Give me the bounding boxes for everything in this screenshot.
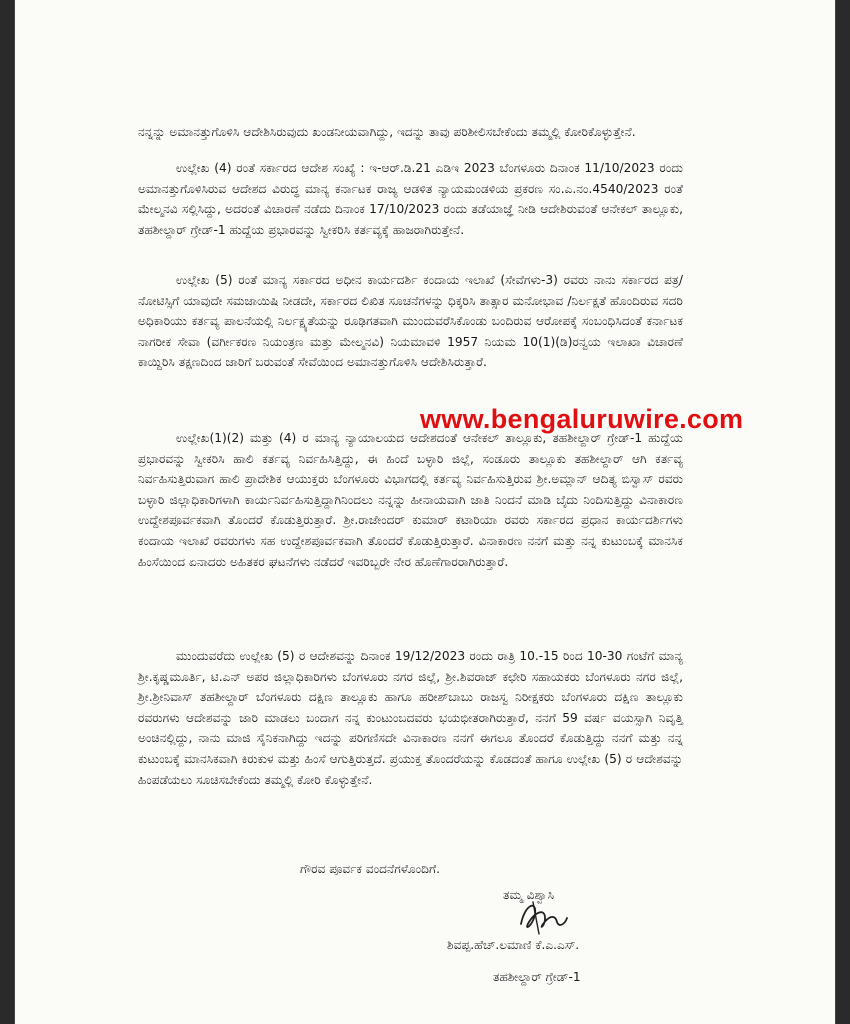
paragraph-3: ಉಲ್ಲೇಖ (5) ರಂತೆ ಮಾನ್ಯ ಸರ್ಕಾರದ ಅಧೀನ ಕಾರ್ಯದರ್ಶಿ ಕಂದಾಯ ಇಲಾಖೆ (ಸೇವೆಗಳು-3) ರವರು ನಾನು ಸರ್ಕಾರದ ಪತ್ರ/ ನೋಟಿಸ್ಸಿಗೆ ಯಾವುದೇ ಸಮಜಾಯಿಷಿ ನೀಡದೇ, ಸರ್ಕಾರದ ಲಿಖಿತ ಸೂಚನೆಗಳನ್ನು ಧಿಕ್ಕರಿಸಿ ತಾತ್ಸಾರ ಮನೋಭಾವ /ನಿರ್ಲಕ್ಷತೆ ಹೊಂದಿರುವ ಸದರಿ ಅಧಿಕಾರಿಯು ಕರ್ತವ್ಯ ಪಾಲನೆಯಲ್ಲಿ ನಿರ್ಲಕ್ಷ್ಯತೆಯನ್ನು ರೂಢಿಗತವಾಗಿ ಮುಂದುವರೆಸಿಕೊಂಡು ಬಂದಿರುವ ಆರೋಪಕ್ಕೆ ಸಂಬಂಧಿಸಿದಂತೆ ಕರ್ನಾಟಕ ನಾಗರೀಕ ಸೇವಾ (ವರ್ಗೀಕರಣ ನಿಯಂತ್ರಣ ಮತ್ತು ಮೇಲ್ಮನವಿ) ನಿಯಮಾವಳಿ 1957 ನಿಯಮ 10(1)(ಡಿ)ರನ್ವಯ ಇಲಾಖಾ ವಿಚಾರಣೆ ಕಾಯ್ದಿರಿಸಿ ತಕ್ಷಣದಿಂದ ಜಾರಿಗೆ ಬರುವಂತೆ ಸೇವೆಯಿಂದ ಅಮಾನತ್ತುಗೊಳಿಸಿ ಆದೇಶಿಸಿರುತ್ತಾರೆ. bbox=[138, 273, 683, 370]
document-page bbox=[15, 0, 835, 1024]
paragraph-5: ಮುಂದುವರೆದು ಉಲ್ಲೇಖ (5) ರ ಆದೇಶವನ್ನು ದಿನಾಂಕ 19/12/2023 ರಂದು ರಾತ್ರಿ 10.-15 ರಿಂದ 10-30 ಗಂಟೆಗೆ ಮಾನ್ಯ ಶ್ರೀ.ಕೃಷ್ಣಮೂರ್ತಿ, ಟಿ.ಎನ್ ಅಪರ ಜಿಲ್ಲಾಧಿಕಾರಿಗಳು ಬೆಂಗಳೂರು ನಗರ ಜಿಲ್ಲೆ, ಶ್ರೀ.ಶಿವರಾಜ್ ಕಛೇರಿ ಸಹಾಯಕರು ಬೆಂಗಳೂರು ನಗರ ಜಿಲ್ಲೆ, ಶ್ರೀ.ಶ್ರೀನಿವಾಸ್ ತಹಶೀಲ್ದಾರ್ ಬೆಂಗಳೂರು ದಕ್ಷಿಣ ತಾಲ್ಲೂಕು ಹಾಗೂ ಹರೀಶ್‌ಬಾಬು ರಾಜಸ್ವ ನಿರೀಕ್ಷಕರು ಬೆಂಗಳೂರು ದಕ್ಷಿಣ ತಾಲ್ಲೂಕು ರವರುಗಳು ಆದೇಶವನ್ನು ಜಾರಿ ಮಾಡಲು ಬಂದಾಗ ನನ್ನ ಕುಂಟುಂಬದವರು ಭಯಭೀತರಾಗಿರುತ್ತಾರೆ, ನನಗೆ 59 ವರ್ಷ ವಯಸ್ಸಾಗಿ ನಿವೃತ್ತಿ ಅಂಚಿನಲ್ಲಿದ್ದು, ನಾನು ಮಾಜಿ ಸೈನಿಕನಾಗಿದ್ದು ಇದನ್ನು ಪರಿಗಣಿಸದೇ ವಿನಾಕಾರಣ ನನಗೆ ಈಗಲೂ ತೊಂದರೆ ಕೊಡುತ್ತಿದ್ದು ನನಗೆ ಮತ್ತು ನನ್ನ ಕುಟುಂಬಕ್ಕೆ ಮಾನಸಿಕವಾಗಿ ಕಿರುಕುಳ ಮತ್ತು ಹಿಂಸೆ ಆಗುತ್ತಿರುತ್ತದೆ. ಪ್ರಯುಕ್ತ ತೊಂದರೆಯನ್ನು ಕೊಡದಂತೆ ಹಾಗೂ ಉಲ್ಲೇಖ (5) ರ ಆದೇಶವನ್ನು ಹಿಂಪಡೆಯಲು ಸೂಚಿಸಬೇಕೆಂದು ತಮ್ಮಲ್ಲಿ ಕೋರಿ ಕೊಳ್ಳುತ್ತೇನೆ. bbox=[138, 649, 683, 787]
yours-faithfully: ತಮ್ಮ ವಿಶ್ವಾಸಿ bbox=[503, 888, 555, 902]
paragraph-2: ಉಲ್ಲೇಖ (4) ರಂತೆ ಸರ್ಕಾರದ ಆದೇಶ ಸಂಖ್ಯೆ : ಇ-ಆರ್.ಡಿ.21 ಎಡಿಇ 2023 ಬೆಂಗಳೂರು ದಿನಾಂಕ 11/10/2023 ರಂದು ಅಮಾನತ್ತುಗೊಳಿಸಿರುವ ಆದೇಶದ ವಿರುದ್ಧ ಮಾನ್ಯ ಕರ್ನಾಟಕ ರಾಜ್ಯ ಆಡಳಿತ ನ್ಯಾಯಮಂಡಳಿಯ ಪ್ರಕರಣ ಸಂ.ಎ.ನಂ.4540/2023 ರಂತೆ ಮೇಲ್ಮನವಿ ಸಲ್ಲಿಸಿದ್ದು, ಅದರಂತೆ ವಿಚಾರಣೆ ನಡೆದು ದಿನಾಂಕ 17/10/2023 ರಂದು ತಡೆಯಾಜ್ಞೆ ನೀಡಿ ಆದೇಶಿರುವಂತೆ ಆನೇಕಲ್ ತಾಲ್ಲೂಕು, ತಹಶೀಲ್ದಾರ್ ಗ್ರೇಡ್-1 ಹುದ್ದೆಯ ಪ್ರಭಾರವನ್ನು ಸ್ವೀಕರಿಸಿ ಕರ್ತವ್ಯಕ್ಕೆ ಹಾಜರಾಗಿರುತ್ತೇನೆ. bbox=[138, 161, 683, 237]
signature-mark bbox=[515, 894, 571, 940]
paragraph-1: ನನ್ನನ್ನು ಅಮಾನತ್ತುಗೊಳಿಸಿ ಆದೇಶಿಸಿರುವುದು ಖಂಡನೀಯವಾಗಿದ್ದು, ಇದನ್ನು ತಾವು ಪರಿಶೀಲಿಸಬೇಕೆಂದು ತಮ್ಮಲ್ಲಿ ಕೋರಿಕೊಳ್ಳುತ್ತೇನೆ. bbox=[138, 125, 636, 139]
watermark-url: www.bengaluruwire.com bbox=[420, 404, 744, 434]
paragraph-4: ಉಲ್ಲೇಖ(1)(2) ಮತ್ತು (4) ರ ಮಾನ್ಯ ನ್ಯಾಯಾಲಯದ ಆದೇಶದಂತೆ ಆನೇಕಲ್ ತಾಲ್ಲೂಕು, ತಹಶೀಲ್ದಾರ್ ಗ್ರೇಡ್-1 ಹುದ್ದೆಯ ಪ್ರಭಾರವನ್ನು ಸ್ವೀಕರಿಸಿ ಹಾಲಿ ಕರ್ತವ್ಯ ನಿರ್ವಹಿಸಿತ್ತಿದ್ದು, ಈ ಹಿಂದೆ ಬಳ್ಳಾರಿ ಜಿಲ್ಲೆ, ಸಂಡೂರು ತಾಲ್ಲೂಕು ತಹಶೀಲ್ದಾರ್ ಆಗಿ ಕರ್ತವ್ಯ ನಿರ್ವಹಿಸುತ್ತಿರುವಾಗ ಹಾಲಿ ಪ್ರಾದೇಶಿಕ ಆಯುಕ್ತರು ಬೆಂಗಳೂರು ವಿಭಾಗದಲ್ಲಿ ಕರ್ತವ್ಯ ನಿರ್ವಹಿಸುತ್ತಿರುವ ಶ್ರೀ.ಅಮ್ಲಾನ್ ಆದಿತ್ಯ ಬಿಸ್ವಾಸ್ ರವರು ಬಳ್ಳಾರಿ ಜಿಲ್ಲಾಧಿಕಾರಿಗಳಾಗಿ ಕಾರ್ಯನಿರ್ವಹಿಸುತ್ತಿದ್ದಾಗಿನಿಂದಲು ನನ್ನನ್ನು ಹೀನಾಯವಾಗಿ ಜಾತಿ ನಿಂದನೆ ಮಾಡಿ ಬೈದು ನಿಂದಿಸುತ್ತಿದ್ದು ವಿನಾಕಾರಣ ಉದ್ದೇಶಪೂರ್ವಕವಾಗಿ ತೊಂದರೆ ಕೊಡುತ್ತಿರುತ್ತಾರೆ. ಶ್ರೀ.ರಾಜೇಂದರ್ ಕುಮಾರ್ ಕಟಾರಿಯಾ ರವರು ಸರ್ಕಾರದ ಪ್ರಧಾನ ಕಾರ್ಯದರ್ಶಿಗಳು ಕಂದಾಯ ಇಲಾಖೆ ರವರುಗಳು ಸಹ ಉದ್ದೇಶಪೂರ್ವಕವಾಗಿ ತೊಂದರೆ ಕೊಡುತ್ತಿರುತ್ತಾರೆ. ವಿನಾಕಾರಣ ನನಗೆ ಮತ್ತು ನನ್ನ ಕುಟುಂಬಕ್ಕೆ ಮಾನಸಿಕ ಹಿಂಸೆಯಿಂದ ಏನಾದರು ಅಹಿತಕರ ಘಟನೆಗಳು ನಡೆದರೆ ಇವರಿಬ್ಬರೇ ನೇರ ಹೊಣೆಗಾರರಾಗಿರುತ್ತಾರೆ. bbox=[138, 431, 683, 569]
signatory-designation: ತಹಶೀಲ್ದಾರ್ ಗ್ರೇಡ್-1 bbox=[493, 970, 581, 984]
signatory-name: ಶಿವಪ್ಪ.ಹೆಚ್.ಲಮಾಣಿ ಕೆ.ಎ.ಎಸ್. bbox=[447, 938, 580, 952]
closing-salutation: ಗೌರವ ಪೂರ್ವಕ ವಂದನೆಗಳೊಂದಿಗೆ. bbox=[300, 862, 440, 876]
